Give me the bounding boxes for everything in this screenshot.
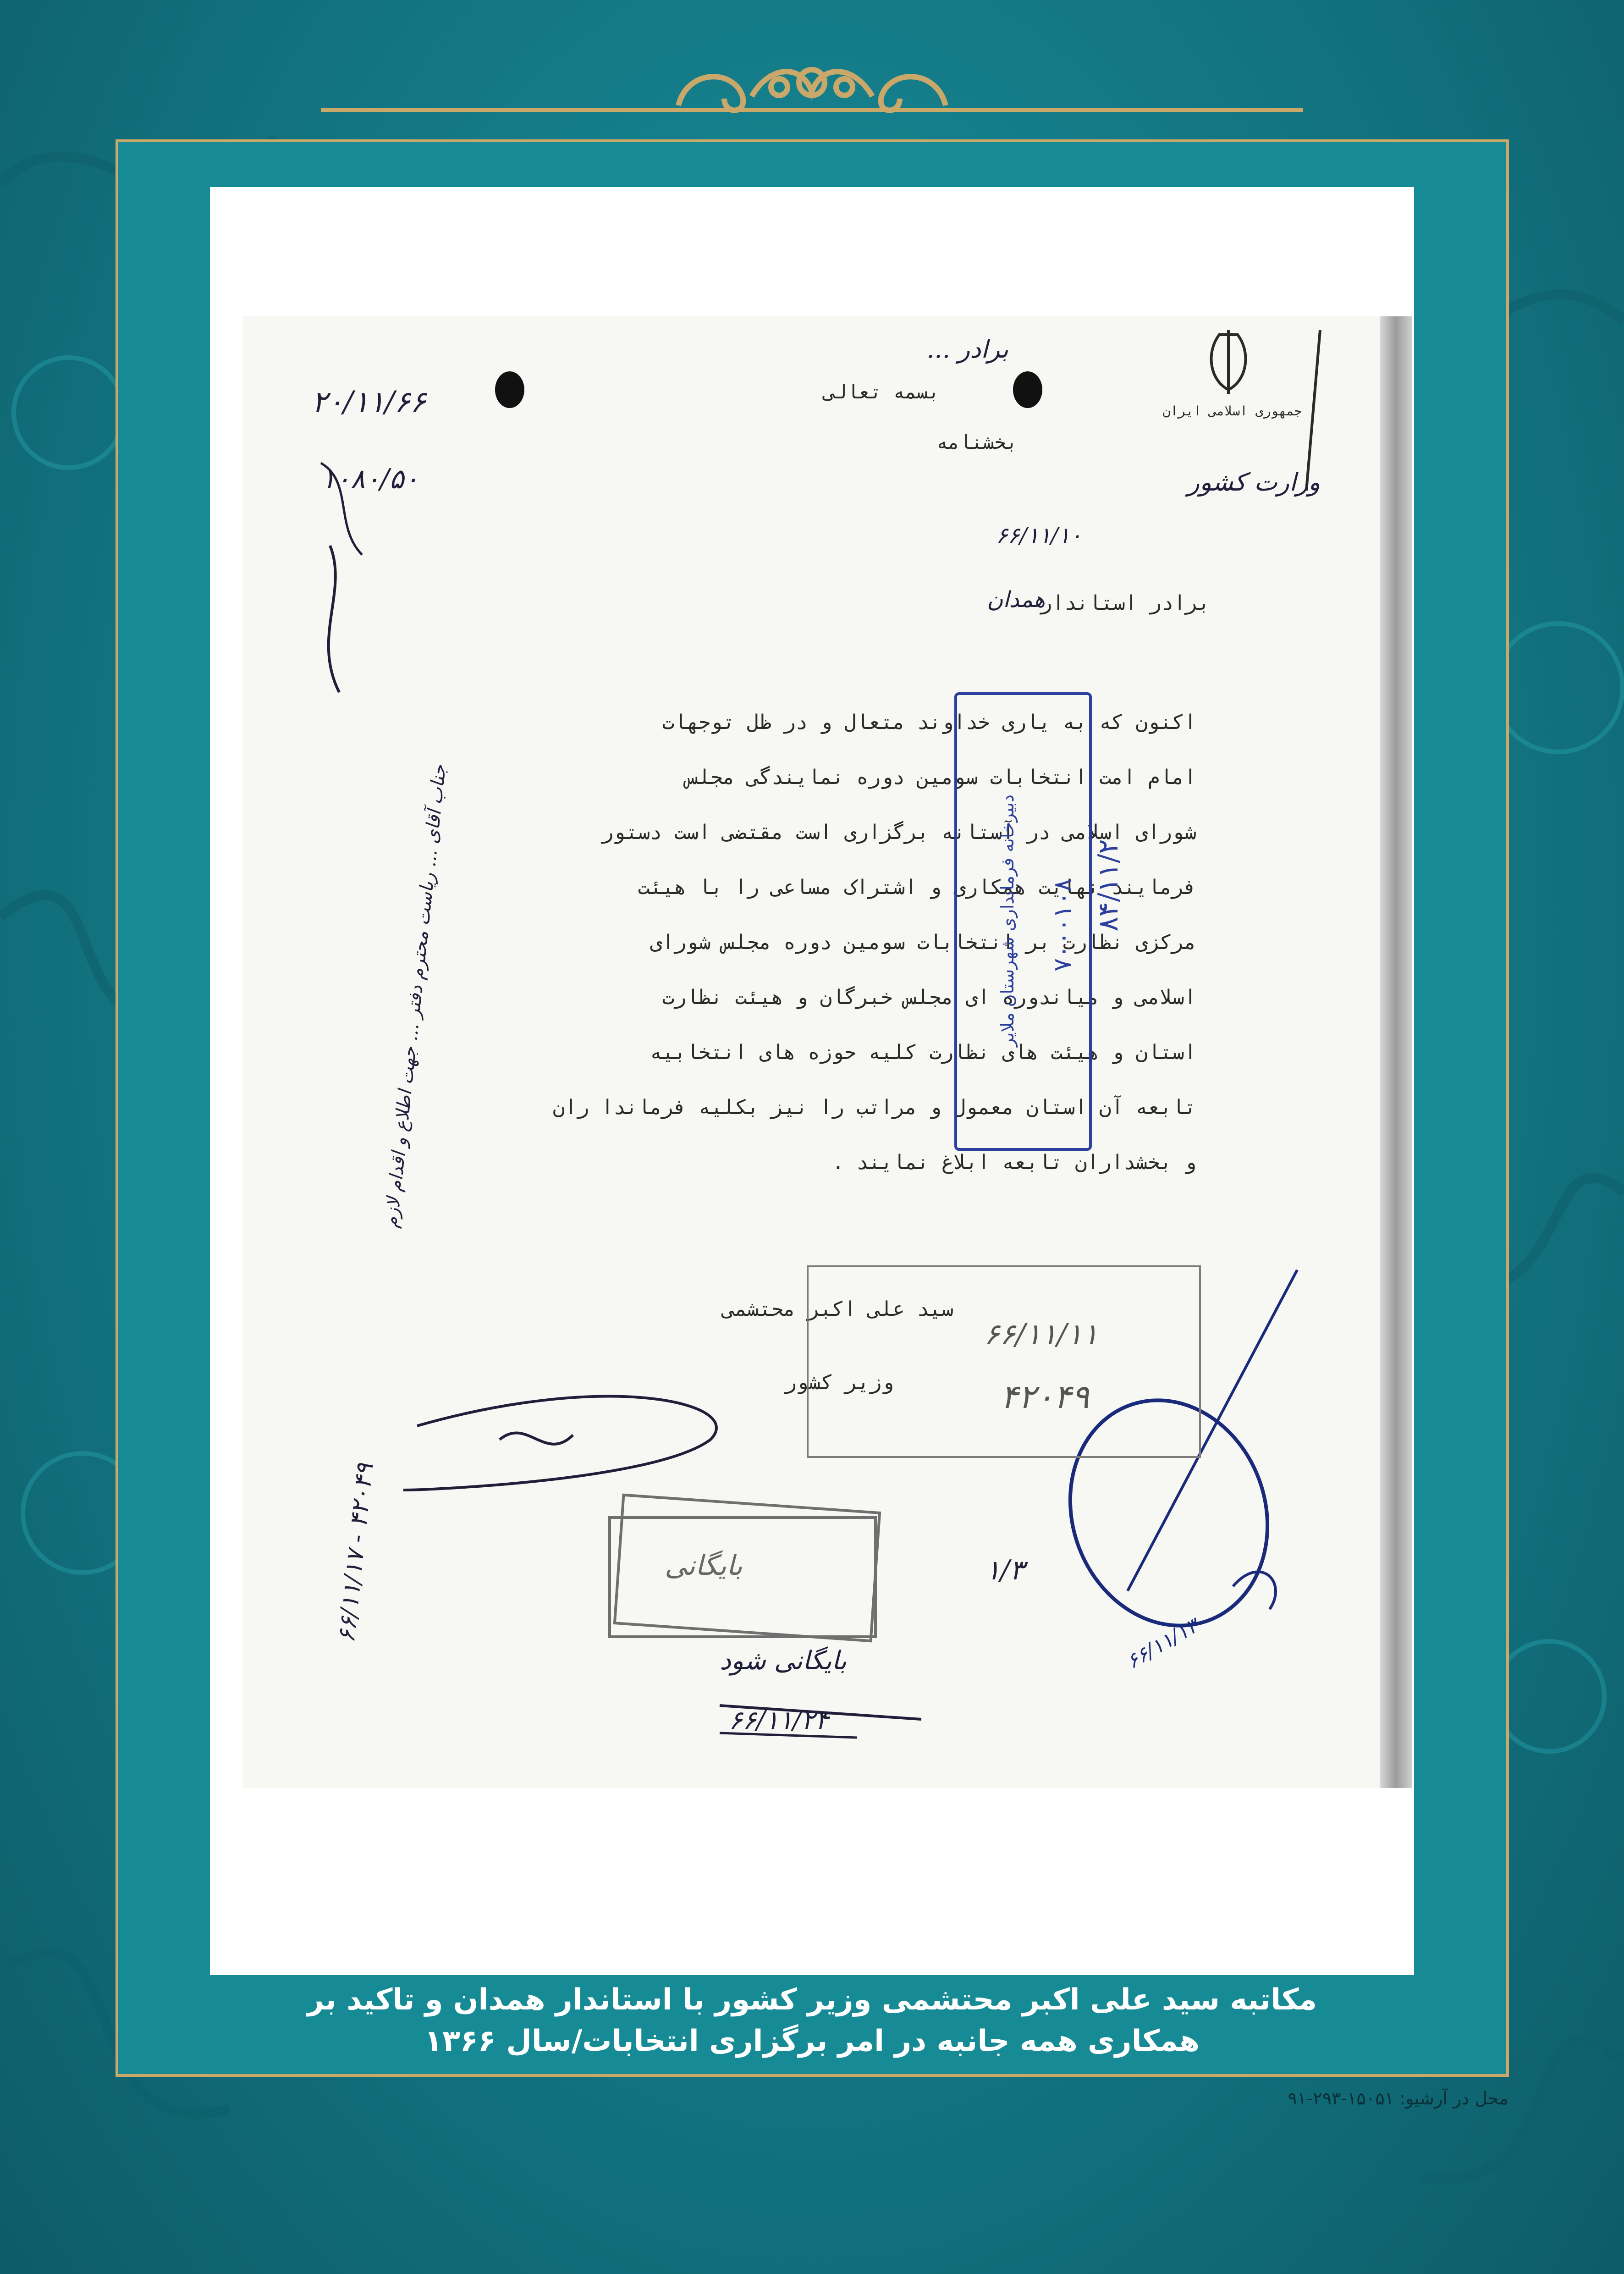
body-line: اسلامی و میاندوره ای مجلس خبرگان و هیئت نظارت <box>662 986 1196 1009</box>
signatory-title: وزیر کشور <box>784 1371 894 1394</box>
addressee-city: همدان <box>987 587 1045 613</box>
body-line: و بخشداران تابعه ابلاغ نمایند . <box>832 1151 1196 1174</box>
invocation: بسمه تعالی <box>824 381 940 403</box>
archive-reference: محل در آرشیو: ۱۵۰۵۱-۲۹۳-۹۱ <box>1288 2088 1508 2108</box>
handwritten-number: ۲۰/۱۱/۶۶ <box>312 385 426 419</box>
handwritten-date-bottom: ۶۶/۱۱/۲۴ <box>729 1706 829 1735</box>
blue-registration-stamp <box>954 692 1124 1151</box>
addressee: برادر استاندار <box>1040 591 1210 615</box>
gold-ornament <box>321 55 1303 128</box>
box-stamp-label: بایگانی <box>665 1550 743 1582</box>
scan-edge <box>1380 316 1412 1788</box>
handwritten-top: برادر ... <box>926 335 1008 364</box>
body-line: شورای اسلامی در آستانه برگزاری است مقتضی است دستور <box>601 821 1196 844</box>
emblem-caption: جمهوری اسلامی ایران <box>1162 403 1302 419</box>
punch-hole <box>1013 371 1042 408</box>
stamp-number: ۴۲۰۴۹ <box>1000 1377 1089 1416</box>
ministry-label: وزارت کشور <box>1187 468 1320 497</box>
body-line: استان و هیئت های نظارت کلیه حوزه های انتخابیه <box>650 1041 1196 1064</box>
handwritten-left-number: ۴۲۰۴۹ - ۶۶/۱۱/۱۷ <box>332 1462 379 1644</box>
caption-line-2: همکاری همه جانبه در امر برگزاری انتخابات/سال ۱۳۶۶ <box>424 2024 1200 2058</box>
body-line: فرمایند نهایت همکاری و اشتراک مساعی را با هیئت <box>638 876 1196 899</box>
emblem-icon <box>1211 330 1246 394</box>
box-stamp <box>610 1495 880 1641</box>
body-line: اکنون که به یاری خداوند متعال و در ظل توجهات <box>662 711 1196 734</box>
stamp-line: دبیرخانه فرمانداری شهرستان ملایر <box>997 794 1018 1047</box>
stamp-line: ۷۰۰۰۱۰۸ <box>1048 878 1077 972</box>
caption-line-1: مکاتبه سید علی اکبر محتشمی وزیر کشور با استاندار همدان و تاکید بر <box>307 1983 1317 2017</box>
body-line: مرکزی نظارت بر انتخابات سومین دوره مجلس شورای <box>650 931 1196 954</box>
circular-label: بخشنامه <box>936 431 1018 453</box>
stamp-date: ۶۶/۱۱/۱۱ <box>984 1318 1098 1352</box>
handwritten-left-note: جناب آقای ... ریاست محترم دفتر ... جهت اطلاع و اقدام لازم <box>380 763 451 1229</box>
handwritten-date: ۶۶/۱۱/۱۰ <box>996 523 1082 548</box>
handwritten-mark: ۱/۳ <box>985 1554 1024 1586</box>
punch-hole <box>495 371 524 408</box>
handwritten-note-bottom: بایگانی شود <box>720 1646 847 1676</box>
body-line: امام امت انتخابات سومین دوره نمایندگی مجلس <box>686 766 1196 789</box>
gray-registration-stamp <box>807 1265 1201 1458</box>
body-line: تابعه آن استان معمول و مراتب را نیز بکلیه فرماندا ران <box>553 1096 1196 1119</box>
handwritten-right-date: ۶۶/۱۱/۱۳ <box>1122 1614 1202 1674</box>
signatory-name: سید علی اکبر محتشمی <box>722 1297 953 1321</box>
stamp-line: ۸۴/۱۱/۲ <box>1092 839 1124 932</box>
handwritten-number-left: ۱۰۸۰/۵۰ <box>321 463 419 495</box>
archival-document <box>243 316 1412 1788</box>
